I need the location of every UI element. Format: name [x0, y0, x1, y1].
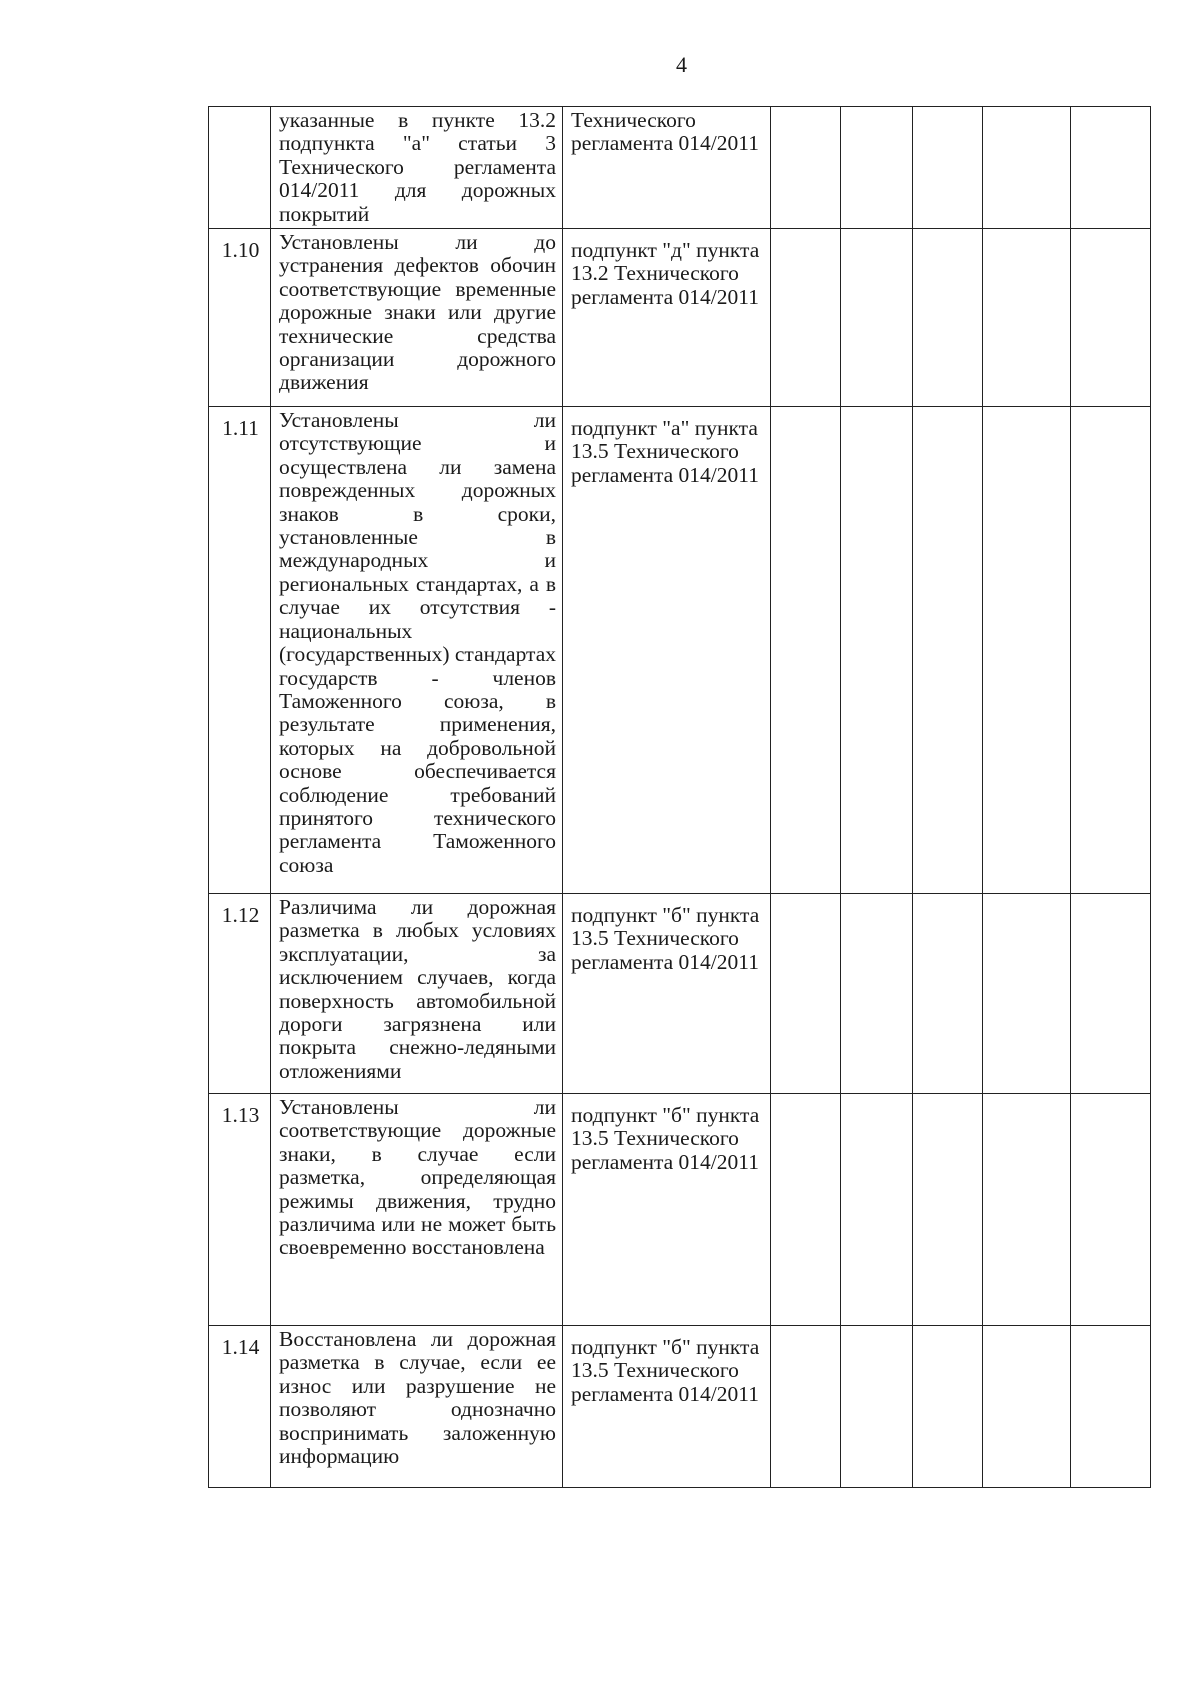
requirement-text: Установлены ли отсутствующие и осуществлена ли замена поврежденных дорожных знаков в сроки, установленные в международных и региональных стандартах, а в случае их отсутствия - национальных (государственных) стандартах государств - членов Таможенного союза, в результате применения, которых на добровольной основе обеспечивается соблюдение требований принятого технического регламента Таможенного союза [271, 407, 563, 894]
empty-cell [983, 1094, 1071, 1326]
empty-cell [913, 229, 983, 407]
empty-cell [913, 894, 983, 1094]
requirement-text: указанные в пункте 13.2 подпункта "а" статьи 3 Технического регламента 014/2011 для дорожных покрытий [271, 107, 563, 229]
empty-cell [1071, 894, 1151, 1094]
table-row [209, 894, 1151, 1094]
requirement-text: Установлены ли соответствующие дорожные знаки, в случае если разметка, определяющая режимы движения, трудно различима или не может быть своевременно восстановлена [271, 1094, 563, 1326]
empty-cell [771, 229, 841, 407]
row-number: 1.12 [209, 894, 271, 1094]
empty-cell [983, 107, 1071, 229]
row-number [209, 107, 271, 229]
empty-cell [841, 229, 913, 407]
empty-cell [841, 407, 913, 894]
empty-cell [771, 894, 841, 1094]
table-row [209, 1326, 1151, 1488]
row-number: 1.10 [209, 229, 271, 407]
empty-cell [983, 894, 1071, 1094]
empty-cell [841, 1094, 913, 1326]
requirements-table [208, 106, 1151, 1488]
regulation-reference: Технического регламента 014/2011 [563, 107, 771, 229]
empty-cell [913, 107, 983, 229]
empty-cell [1071, 1094, 1151, 1326]
empty-cell [983, 229, 1071, 407]
empty-cell [983, 1326, 1071, 1488]
requirement-text: Различима ли дорожная разметка в любых условиях эксплуатации, за исключением случаев, когда поверхность автомобильной дороги загрязнена или покрыта снежно-ледяными отложениями [271, 894, 563, 1094]
empty-cell [913, 1094, 983, 1326]
row-number: 1.13 [209, 1094, 271, 1326]
empty-cell [1071, 407, 1151, 894]
requirement-text: Установлены ли до устранения дефектов обочин соответствующие временные дорожные знаки или другие технические средства организации дорожного движения [271, 229, 563, 407]
empty-cell [1071, 1326, 1151, 1488]
empty-cell [841, 1326, 913, 1488]
table-row [209, 407, 1151, 894]
regulation-reference: подпункт "а" пункта 13.5 Технического регламента 014/2011 [563, 407, 771, 894]
table-row [209, 229, 1151, 407]
table-row [209, 1094, 1151, 1326]
empty-cell [913, 1326, 983, 1488]
empty-cell [1071, 229, 1151, 407]
requirement-text: Восстановлена ли дорожная разметка в случае, если ее износ или разрушение не позволяют однозначно воспринимать заложенную информацию [271, 1326, 563, 1488]
empty-cell [841, 894, 913, 1094]
empty-cell [913, 407, 983, 894]
empty-cell [771, 1326, 841, 1488]
empty-cell [771, 107, 841, 229]
regulation-reference: подпункт "д" пункта 13.2 Технического регламента 014/2011 [563, 229, 771, 407]
empty-cell [1071, 107, 1151, 229]
empty-cell [841, 107, 913, 229]
row-number: 1.14 [209, 1326, 271, 1488]
table-row [209, 107, 1151, 229]
empty-cell [771, 407, 841, 894]
regulation-reference: подпункт "б" пункта 13.5 Технического регламента 014/2011 [563, 894, 771, 1094]
regulation-reference: подпункт "б" пункта 13.5 Технического регламента 014/2011 [563, 1326, 771, 1488]
page-number: 4 [676, 52, 687, 77]
row-number: 1.11 [209, 407, 271, 894]
regulation-reference: подпункт "б" пункта 13.5 Технического регламента 014/2011 [563, 1094, 771, 1326]
empty-cell [771, 1094, 841, 1326]
empty-cell [983, 407, 1071, 894]
